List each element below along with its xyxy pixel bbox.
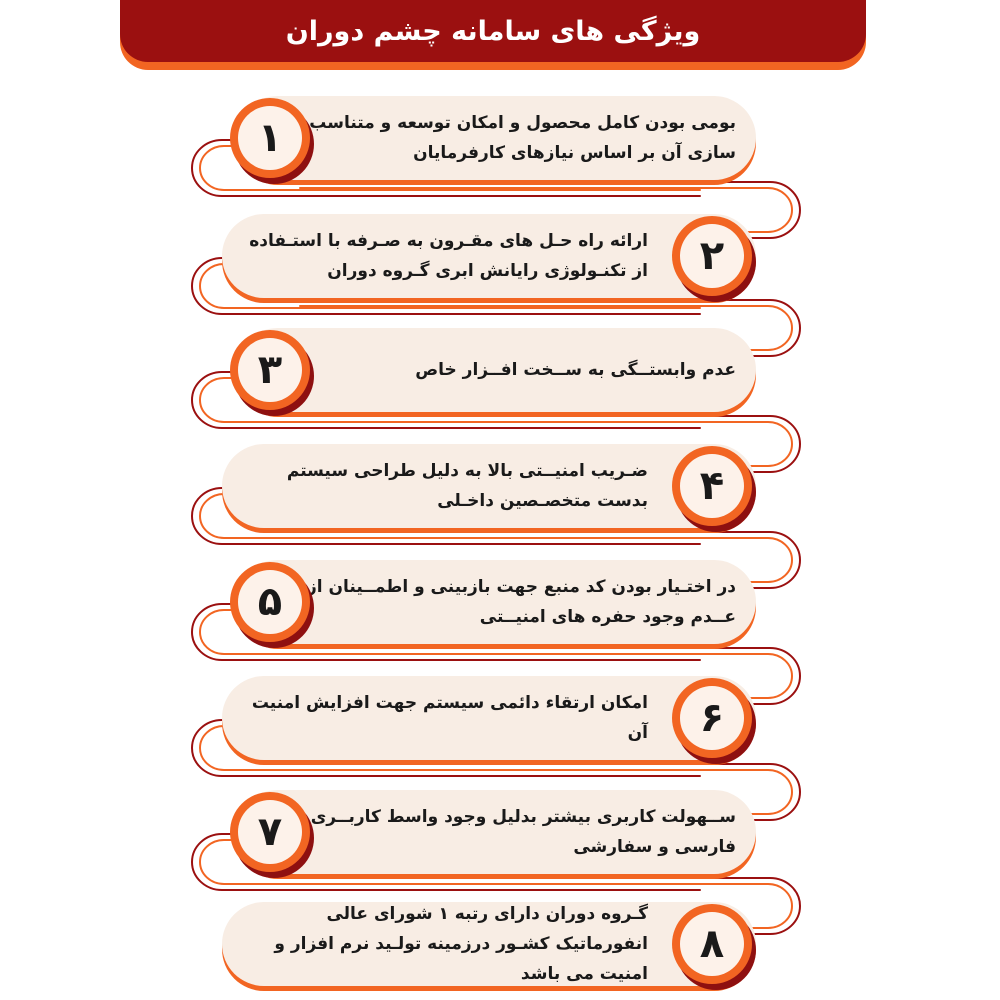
feature-text: ارائه راه حـل های مقـرون به صـرفه با استـفاده از تکنـولوژی رایانش ابری گـروه دوران [249,231,648,281]
feature-text: ســهولت کاربری بیشتر بدلیل وجود واسط کاربــری فارسی و سفارشی [310,807,736,857]
number-badge [230,792,310,872]
feature-item-8 [0,896,1000,992]
feature-pill [236,96,756,180]
feature-number: ۱ [257,115,283,161]
feature-text: در اختـیار بودن کد منبع جهت بازبینی و اطمــینان از عــدم وجود حفره های امنیــتی [306,577,736,627]
number-badge [672,446,752,526]
feature-item-7 [0,784,1000,880]
number-badge [230,98,310,178]
feature-number: ۲ [699,233,725,279]
number-badge [672,678,752,758]
feature-item-5 [0,554,1000,650]
feature-number: ۶ [699,695,725,741]
feature-item-2 [0,208,1000,304]
feature-text: بومی بودن کامل محصول و امکان توسعه و متناسب سازی آن بر اساس نیازهای کارفرمایان [309,113,736,163]
feature-pill [236,790,756,874]
feature-item-1 [0,90,1000,186]
number-badge [230,330,310,410]
feature-text: گـروه دوران دارای رتبه ۱ شورای عالی انفورماتیک کشـور درزمینه تولـید نرم افزار و امنیت می باشد [274,904,648,984]
number-badge [230,562,310,642]
feature-text: امکان ارتقاء دائمی سیستم جهت افزایش امنیت آن [251,693,648,743]
feature-item-6 [0,670,1000,766]
feature-pill [236,560,756,644]
page-title: ویژگی های سامانه چشم دوران [285,15,701,47]
feature-number: ۵ [257,579,283,625]
feature-number: ۸ [699,921,725,967]
feature-number: ۴ [699,463,725,509]
feature-number: ۷ [257,809,283,855]
feature-number: ۳ [257,347,283,393]
number-badge [672,904,752,984]
feature-text: ضـریب امنیــتی بالا به دلیل طراحی سیستم بدست متخصـصین داخـلی [286,461,648,511]
feature-item-4 [0,438,1000,534]
number-badge [672,216,752,296]
feature-pill [236,328,756,412]
feature-item-3 [0,322,1000,418]
feature-text: عدم وابستــگی به ســخت افــزار خاص [415,360,736,380]
